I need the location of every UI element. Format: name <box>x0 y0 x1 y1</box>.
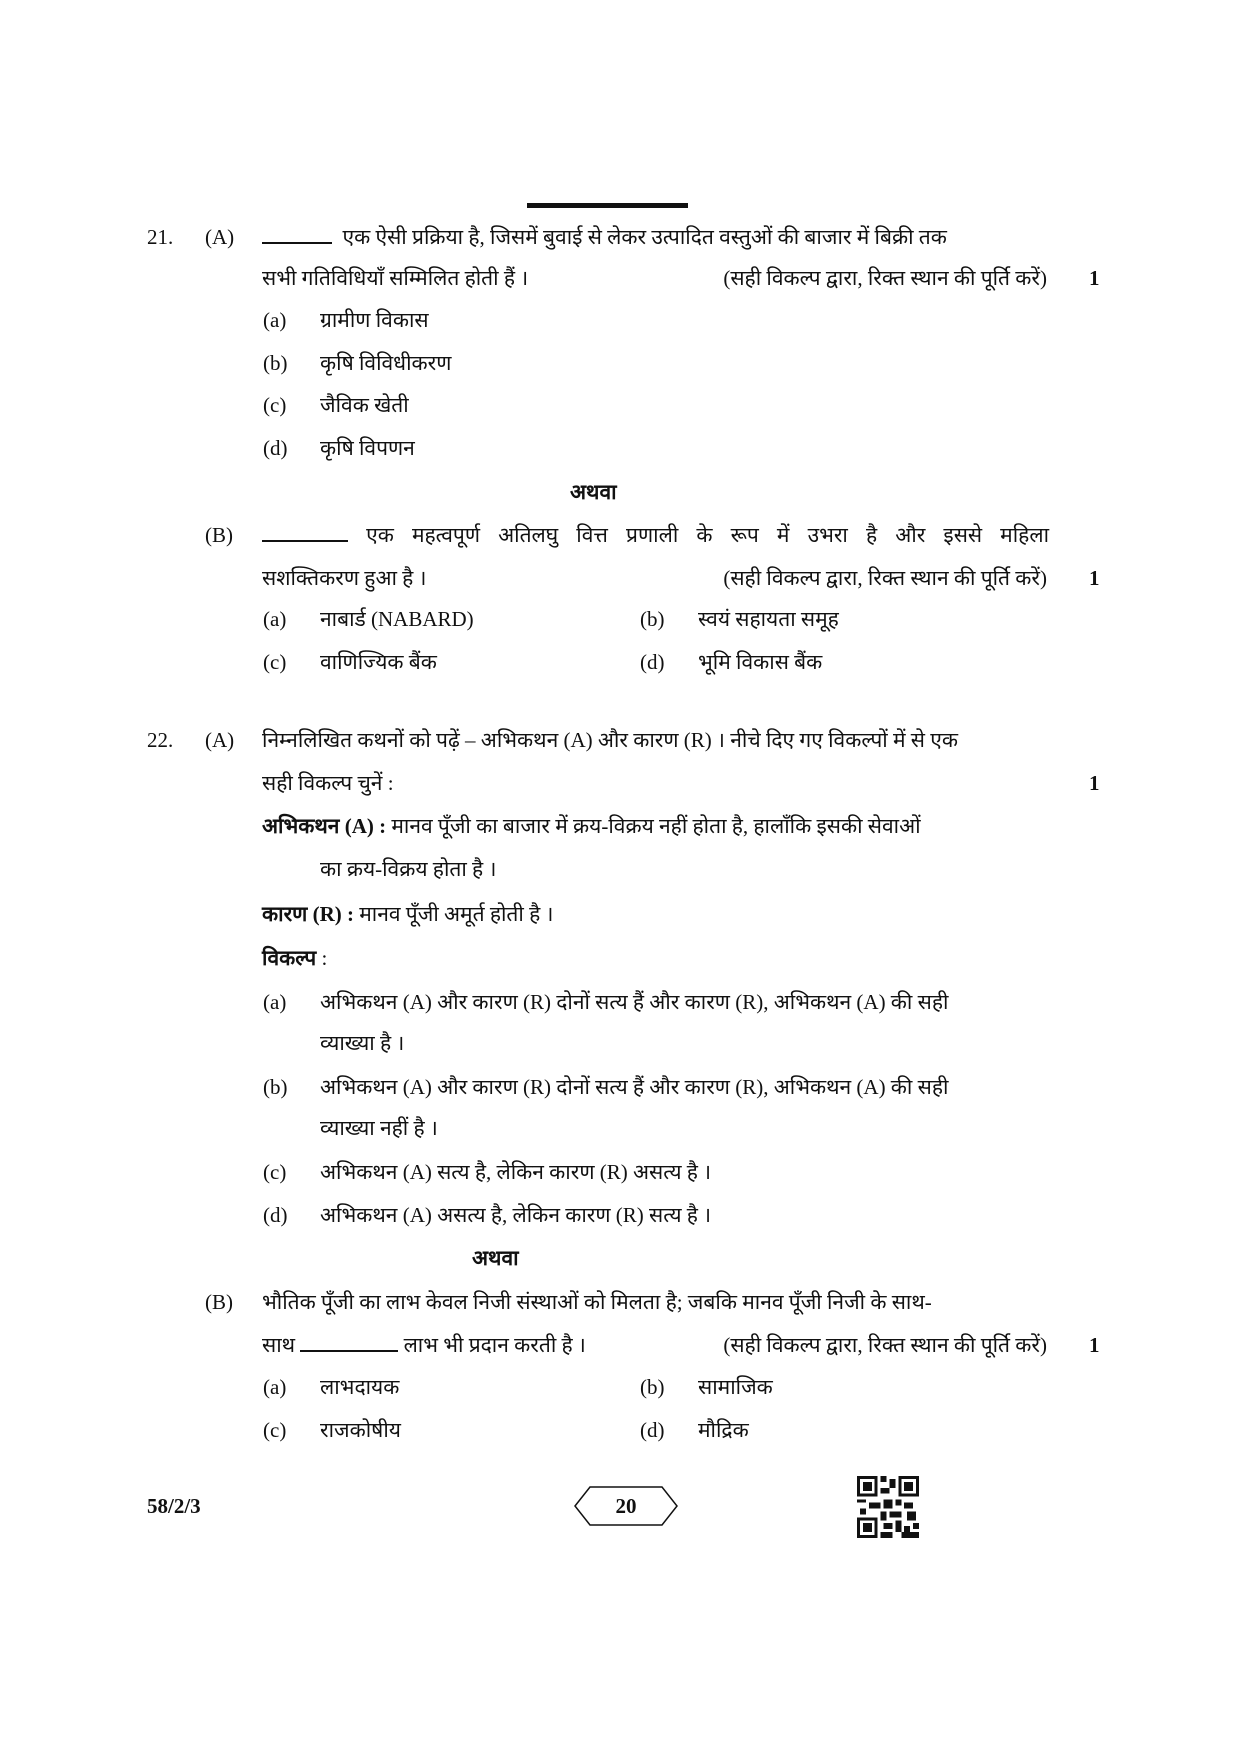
option-label: (d) <box>640 1418 665 1442</box>
blank-line <box>300 1332 398 1352</box>
q21-b-marks: 1 <box>1089 566 1100 590</box>
option-label: (b) <box>640 1375 665 1399</box>
option-label: (c) <box>263 1160 287 1184</box>
q22-b-label: (B) <box>205 1290 233 1314</box>
option-label: (d) <box>640 650 665 674</box>
option-text: अभिकथन (A) और कारण (R) दोनों सत्य हैं और कारण (R), अभिकथन (A) की सही <box>320 990 949 1014</box>
q22-a-label: (A) <box>205 728 235 752</box>
q22-b-pre: साथ <box>262 1333 296 1357</box>
option-label: (c) <box>263 1418 287 1442</box>
option-label: (b) <box>263 351 288 375</box>
options-heading <box>262 944 327 972</box>
q21-b-label: (B) <box>205 523 233 547</box>
q22-b-post: लाभ भी प्रदान करती है । <box>403 1333 586 1357</box>
option-label: (d) <box>263 1203 288 1227</box>
option-text: राजकोषीय <box>320 1418 401 1442</box>
reason-label: कारण (R) : <box>262 902 354 926</box>
q22-b-line2 <box>262 1331 586 1359</box>
q21-a-line1 <box>262 223 947 251</box>
option-text: अभिकथन (A) और कारण (R) दोनों सत्य हैं और कारण (R), अभिकथन (A) की सही <box>320 1075 949 1099</box>
assertion-line2: का क्रय-विक्रय होता है । <box>320 857 497 881</box>
q22-b-hint: (सही विकल्प द्वारा, रिक्त स्थान की पूर्ति करें) <box>723 1333 1047 1357</box>
option-text: व्याख्या नहीं है । <box>320 1116 438 1140</box>
assertion-line1 <box>262 812 921 840</box>
paper-code: 58/2/3 <box>147 1494 201 1518</box>
q22-b-line1: भौतिक पूँजी का लाभ केवल निजी संस्थाओं को मिलता है; जबकि मानव पूँजी निजी के साथ- <box>262 1290 932 1314</box>
option-text: सामाजिक <box>698 1375 773 1399</box>
q21-a-label: (A) <box>205 225 235 249</box>
options-heading-text: विकल्प <box>262 946 317 970</box>
q22-number: 22. <box>147 728 174 752</box>
option-label: (c) <box>263 650 287 674</box>
or-separator: अथवा <box>472 1246 519 1270</box>
option-text: भूमि विकास बैंक <box>698 650 823 674</box>
q21-b-text: एक महत्वपूर्ण अतिलघु वित्त प्रणाली के रूप में उभरा है और इससे महिला <box>366 523 1050 547</box>
option-label: (b) <box>640 607 665 631</box>
q21-a-line2: सभी गतिविधियाँ सम्मिलित होती हैं । <box>262 266 529 290</box>
q21-b-line1 <box>262 521 1049 549</box>
option-label: (a) <box>263 308 287 332</box>
option-text: जैविक खेती <box>320 393 409 417</box>
q21-b-line2: सशक्तिकरण हुआ है । <box>262 566 427 590</box>
option-label: (a) <box>263 1375 287 1399</box>
option-text: ग्रामीण विकास <box>320 308 429 332</box>
option-text: अभिकथन (A) असत्य है, लेकिन कारण (R) सत्य है । <box>320 1203 712 1227</box>
option-label: (b) <box>263 1075 288 1099</box>
q21-b-hint: (सही विकल्प द्वारा, रिक्त स्थान की पूर्ति करें) <box>723 566 1047 590</box>
option-text: मौद्रिक <box>698 1418 749 1442</box>
q21-number: 21. <box>147 225 174 249</box>
qr-code-icon <box>857 1475 919 1539</box>
option-label: (c) <box>263 393 287 417</box>
option-text: व्याख्या है । <box>320 1031 405 1055</box>
q22-a-line2: सही विकल्प चुनें : <box>262 771 394 795</box>
option-text: कृषि विविधीकरण <box>320 351 452 375</box>
reason-text: मानव पूँजी अमूर्त होती है । <box>359 902 554 926</box>
option-text: नाबार्ड (NABARD) <box>320 607 474 631</box>
option-text: वाणिज्यिक बैंक <box>320 650 437 674</box>
option-label: (a) <box>263 990 287 1014</box>
assertion-text: मानव पूँजी का बाजार में क्रय-विक्रय नहीं होता है, हालाँकि इसकी सेवाओं <box>391 814 921 838</box>
option-text: कृषि विपणन <box>320 436 415 460</box>
q22-b-marks: 1 <box>1089 1333 1100 1357</box>
option-label: (a) <box>263 607 287 631</box>
or-separator: अथवा <box>570 480 617 504</box>
blank-line <box>262 522 348 542</box>
option-text: अभिकथन (A) सत्य है, लेकिन कारण (R) असत्य है । <box>320 1160 712 1184</box>
option-label: (d) <box>263 436 288 460</box>
q21-a-text: एक ऐसी प्रक्रिया है, जिसमें बुवाई से लेकर उत्पादित वस्तुओं की बाजार में बिक्री तक <box>342 225 947 249</box>
assertion-label: अभिकथन (A) : <box>262 814 387 838</box>
q21-a-hint: (सही विकल्प द्वारा, रिक्त स्थान की पूर्ति करें) <box>723 266 1047 290</box>
q21-a-marks: 1 <box>1089 266 1100 290</box>
blank-line <box>262 224 332 244</box>
options-heading-colon: : <box>321 946 328 970</box>
top-rule <box>527 203 688 208</box>
q22-a-marks: 1 <box>1089 771 1100 795</box>
q22-a-line1: निम्नलिखित कथनों को पढ़ें – अभिकथन (A) और कारण (R) । नीचे दिए गए विकल्पों में से एक <box>262 728 958 752</box>
option-text: लाभदायक <box>320 1375 400 1399</box>
reason-line <box>262 900 553 928</box>
option-text: स्वयं सहायता समूह <box>698 607 839 631</box>
page-number: 20 <box>615 1494 637 1518</box>
